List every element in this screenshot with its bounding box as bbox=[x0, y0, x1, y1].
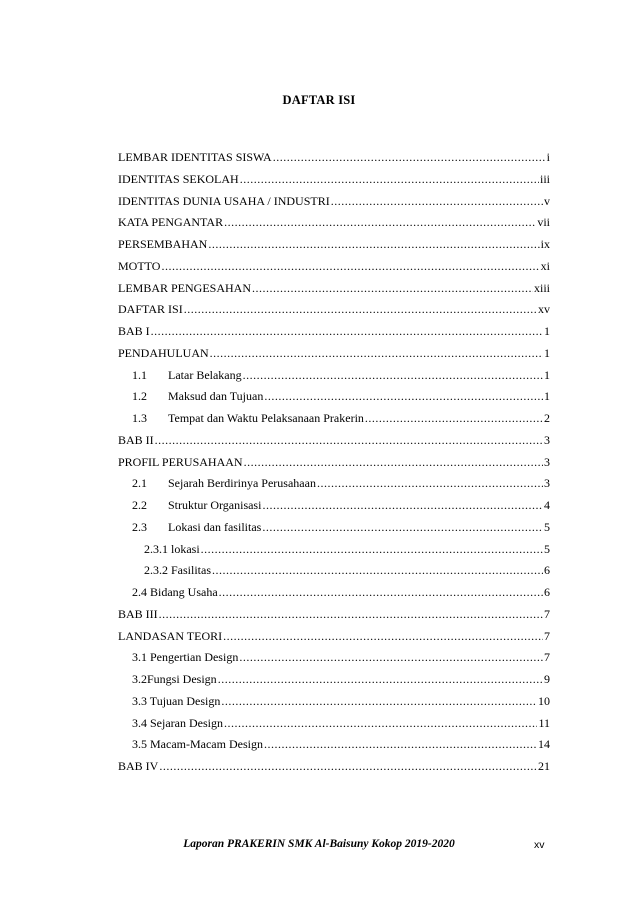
toc-dot-leader bbox=[201, 542, 543, 556]
toc-dot-leader bbox=[317, 476, 543, 490]
toc-entry bbox=[118, 455, 550, 477]
toc-entry-label: Struktur Organisasi bbox=[168, 498, 262, 512]
toc-entry bbox=[118, 585, 550, 607]
toc-dot-leader bbox=[221, 694, 537, 708]
toc-dot-leader bbox=[264, 737, 537, 751]
toc-entry-page: v bbox=[544, 193, 550, 208]
toc-entry-label: DAFTAR ISI bbox=[118, 302, 183, 317]
toc-dot-leader bbox=[252, 281, 533, 295]
toc-dot-leader bbox=[239, 650, 543, 664]
toc-dot-leader bbox=[243, 368, 543, 382]
toc-entry-page: 3 bbox=[544, 476, 550, 491]
toc-entry bbox=[118, 302, 550, 324]
toc-dot-leader bbox=[262, 520, 543, 534]
toc-entry-page: xi bbox=[540, 258, 550, 273]
toc-entry-label: Latar Belakang bbox=[168, 367, 242, 382]
toc-entry-page: 5 bbox=[544, 541, 550, 556]
toc-entry bbox=[118, 194, 550, 216]
footer-text: Laporan PRAKERIN SMK Al-Baisuny Kokop 2019-2020 bbox=[183, 838, 455, 850]
toc-dot-leader bbox=[161, 259, 539, 273]
toc-entry-label: LANDASAN TEORI bbox=[118, 628, 223, 643]
toc-dot-leader bbox=[224, 215, 536, 229]
toc-entry bbox=[118, 411, 550, 433]
toc-entry bbox=[118, 172, 550, 194]
toc-entry bbox=[118, 150, 550, 172]
toc-dot-leader bbox=[273, 150, 546, 164]
toc-entry bbox=[118, 650, 550, 672]
toc-entry bbox=[118, 259, 550, 281]
toc-entry-label: Tempat dan Waktu Pelaksanaan Prakerin bbox=[168, 411, 364, 425]
toc-dot-leader bbox=[244, 455, 543, 469]
toc-entry-label: BAB III bbox=[118, 606, 158, 621]
toc-entry-page: 6 bbox=[544, 585, 550, 599]
toc-entry bbox=[118, 694, 550, 716]
toc-dot-leader bbox=[262, 498, 543, 512]
toc-entry-page: 14 bbox=[538, 737, 550, 752]
toc-entry-page: 10 bbox=[538, 693, 550, 708]
toc-entry bbox=[118, 542, 550, 564]
toc-dot-leader bbox=[365, 411, 543, 425]
toc-entry-page: vii bbox=[537, 215, 550, 230]
toc-dot-leader bbox=[159, 759, 537, 773]
toc-dot-leader bbox=[218, 672, 543, 686]
toc-dot-leader bbox=[155, 433, 543, 447]
toc-entry-label: BAB IV bbox=[118, 759, 159, 773]
toc-entry-label: 3.4 Sejaran Design bbox=[132, 715, 223, 730]
toc-entry-page: 1 bbox=[544, 389, 550, 404]
toc-entry-label: MOTTO bbox=[118, 258, 161, 273]
toc-entry bbox=[118, 737, 550, 759]
toc-dot-leader bbox=[331, 194, 543, 208]
toc-entry-page: 7 bbox=[544, 628, 550, 643]
toc-entry-page: 4 bbox=[544, 498, 550, 512]
toc-dot-leader bbox=[264, 389, 543, 403]
toc-entry bbox=[118, 498, 550, 520]
toc-entry-page: 1 bbox=[544, 367, 550, 382]
toc-entry-label: PENDAHULUAN bbox=[118, 345, 209, 360]
toc-entry bbox=[118, 759, 550, 781]
toc-entry-label: LEMBAR IDENTITAS SISWA bbox=[118, 150, 272, 164]
toc-entry-label: IDENTITAS SEKOLAH bbox=[118, 171, 239, 186]
toc-entry-label: 2.4 Bidang Usaha bbox=[132, 585, 218, 599]
toc-entry-page: 3 bbox=[544, 432, 550, 447]
toc-entry bbox=[118, 672, 550, 694]
toc-dot-leader bbox=[210, 346, 543, 360]
toc-entry-label: PROFIL PERUSAHAAN bbox=[118, 454, 243, 469]
toc-entry bbox=[118, 629, 550, 651]
toc-entry bbox=[118, 281, 550, 303]
toc-dot-leader bbox=[212, 563, 543, 577]
toc-entry-label: 3.2Fungsi Design bbox=[132, 672, 217, 686]
toc-entry-label: 3.5 Macam-Macam Design bbox=[132, 737, 263, 752]
toc-entry-label: LEMBAR PENGESAHAN bbox=[118, 280, 252, 295]
toc-entry-label: 3.3 Tujuan Design bbox=[132, 693, 221, 708]
toc-dot-leader bbox=[224, 716, 537, 730]
toc-entry-page: 9 bbox=[544, 672, 550, 686]
toc-entry-label: BAB II bbox=[118, 432, 154, 447]
toc-entry bbox=[118, 237, 550, 259]
toc-entry bbox=[118, 433, 550, 455]
toc-dot-leader bbox=[184, 302, 537, 316]
toc-entry-label: Maksud dan Tujuan bbox=[168, 389, 264, 404]
toc-entry-page: 21 bbox=[538, 759, 550, 773]
toc-dot-leader bbox=[223, 629, 543, 643]
toc-entry-page: xiii bbox=[533, 280, 550, 295]
toc-entry-label: Lokasi dan fasilitas bbox=[168, 519, 262, 534]
toc-entry-label: 2.3.2 Fasilitas bbox=[144, 563, 212, 578]
toc-dot-leader bbox=[219, 585, 543, 599]
toc-entry-number: 2.2 bbox=[132, 498, 147, 512]
toc-entry bbox=[118, 716, 550, 738]
toc-entry-number: 2.1 bbox=[132, 476, 147, 491]
toc-entry-label: IDENTITAS DUNIA USAHA / INDUSTRI bbox=[118, 193, 330, 208]
toc-entry-number: 1.2 bbox=[132, 389, 147, 404]
toc-entry-label: BAB I bbox=[118, 324, 150, 338]
toc-entry-page: 7 bbox=[544, 606, 550, 621]
toc-entry-label: 3.1 Pengertian Design bbox=[132, 650, 239, 665]
toc-entry-label: PERSEMBAHAN bbox=[118, 237, 208, 251]
page-title: DAFTAR ISI bbox=[282, 93, 356, 107]
toc-dot-leader bbox=[208, 237, 539, 251]
toc-entry bbox=[118, 563, 550, 585]
toc-entry-number: 1.3 bbox=[132, 411, 147, 425]
toc-entry-number: 2.3 bbox=[132, 519, 147, 534]
toc-entry-number: 1.1 bbox=[132, 367, 147, 382]
toc-entry bbox=[118, 476, 550, 498]
toc-entry bbox=[118, 389, 550, 411]
table-of-contents bbox=[118, 150, 550, 781]
toc-entry-page: 7 bbox=[544, 650, 550, 665]
toc-entry-page: 1 bbox=[544, 345, 550, 360]
toc-entry bbox=[118, 520, 550, 542]
toc-entry-page: 1 bbox=[544, 324, 550, 338]
toc-entry bbox=[118, 324, 550, 346]
toc-dot-leader bbox=[240, 172, 539, 186]
toc-entry-label: Sejarah Berdirinya Perusahaan bbox=[168, 476, 316, 491]
toc-entry bbox=[118, 607, 550, 629]
toc-entry-page: iii bbox=[539, 171, 550, 186]
toc-entry-page: 2 bbox=[544, 411, 550, 425]
toc-dot-leader bbox=[159, 607, 543, 621]
toc-entry-page: 6 bbox=[544, 563, 550, 578]
toc-entry-label: KATA PENGANTAR bbox=[118, 215, 224, 230]
footer-page-number: xv bbox=[534, 839, 545, 851]
toc-entry bbox=[118, 346, 550, 368]
toc-entry-page: 3 bbox=[544, 454, 550, 469]
toc-entry-label: 2.3.1 lokasi bbox=[144, 541, 200, 556]
toc-entry-page: i bbox=[546, 150, 550, 164]
toc-entry-page: xv bbox=[538, 302, 550, 317]
toc-entry bbox=[118, 368, 550, 390]
toc-entry-page: 5 bbox=[544, 519, 550, 534]
toc-dot-leader bbox=[151, 324, 543, 338]
toc-entry bbox=[118, 215, 550, 237]
toc-entry-page: ix bbox=[540, 237, 550, 251]
toc-entry-page: 11 bbox=[538, 715, 550, 730]
